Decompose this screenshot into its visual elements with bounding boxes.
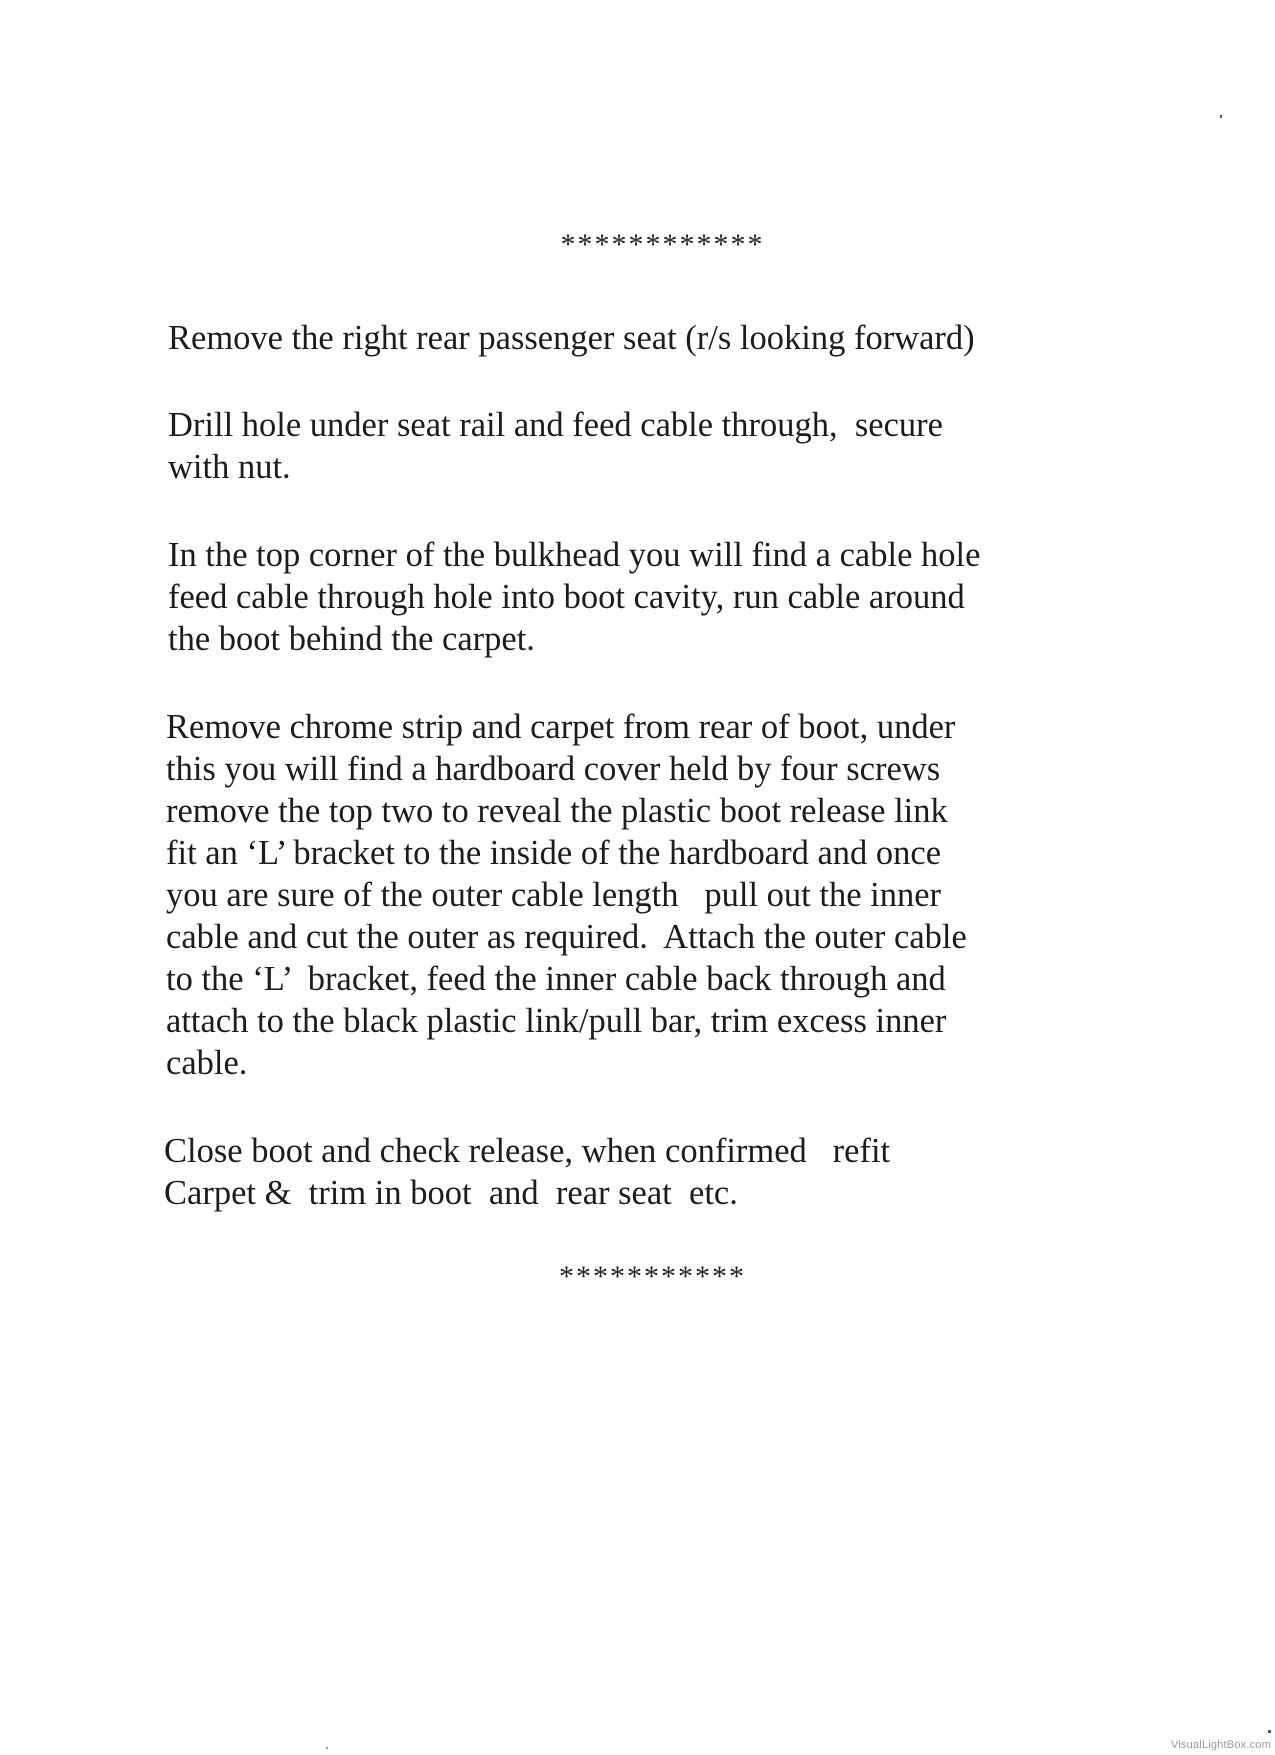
text-line: Carpet & trim in boot and rear seat etc. (164, 1174, 738, 1212)
text-line: cable and cut the outer as required. Attach the outer cable (166, 918, 967, 956)
scan-speck (1220, 115, 1222, 118)
text-line: the boot behind the carpet. (168, 620, 535, 658)
text-line: attach to the black plastic link/pull bar, trim excess inner (166, 1002, 947, 1040)
text-line: to the ‘L’ bracket, feed the inner cable back through and (166, 960, 946, 998)
paragraph-bulkhead (168, 534, 1068, 660)
text-line: fit an ‘L’ bracket to the inside of the hardboard and once (166, 834, 942, 872)
text-line: Remove chrome strip and carpet from rear of boot, under (166, 708, 956, 746)
watermark-text: VisualLightBox.com (1170, 1739, 1271, 1751)
text-line: with nut. (168, 448, 291, 486)
text-line: remove the top two to reveal the plastic boot release link (166, 792, 948, 830)
text-line: you are sure of the outer cable length pull out the inner (166, 876, 942, 914)
separator-bottom: *********** (559, 1260, 746, 1293)
scan-speck (326, 1747, 328, 1749)
text-line: Remove the right rear passenger seat (r/s looking forward) (168, 319, 975, 357)
text-line: In the top corner of the bulkhead you will find a cable hole (168, 536, 981, 574)
paragraph-close-boot (164, 1130, 1064, 1214)
scan-speck (1268, 1730, 1271, 1733)
separator-top: ************ (560, 228, 765, 261)
text-line: Close boot and check release, when confirmed refit (164, 1132, 891, 1170)
paragraph-remove-seat (168, 317, 1068, 359)
text-line: feed cable through hole into boot cavity, run cable around (168, 578, 965, 616)
paragraph-chrome-strip (166, 706, 1066, 1084)
text-line: cable. (166, 1044, 248, 1082)
text-line: Drill hole under seat rail and feed cable through, secure (168, 406, 943, 444)
text-line: this you will find a hardboard cover held by four screws (166, 750, 941, 788)
paragraph-drill-hole (168, 404, 1068, 488)
